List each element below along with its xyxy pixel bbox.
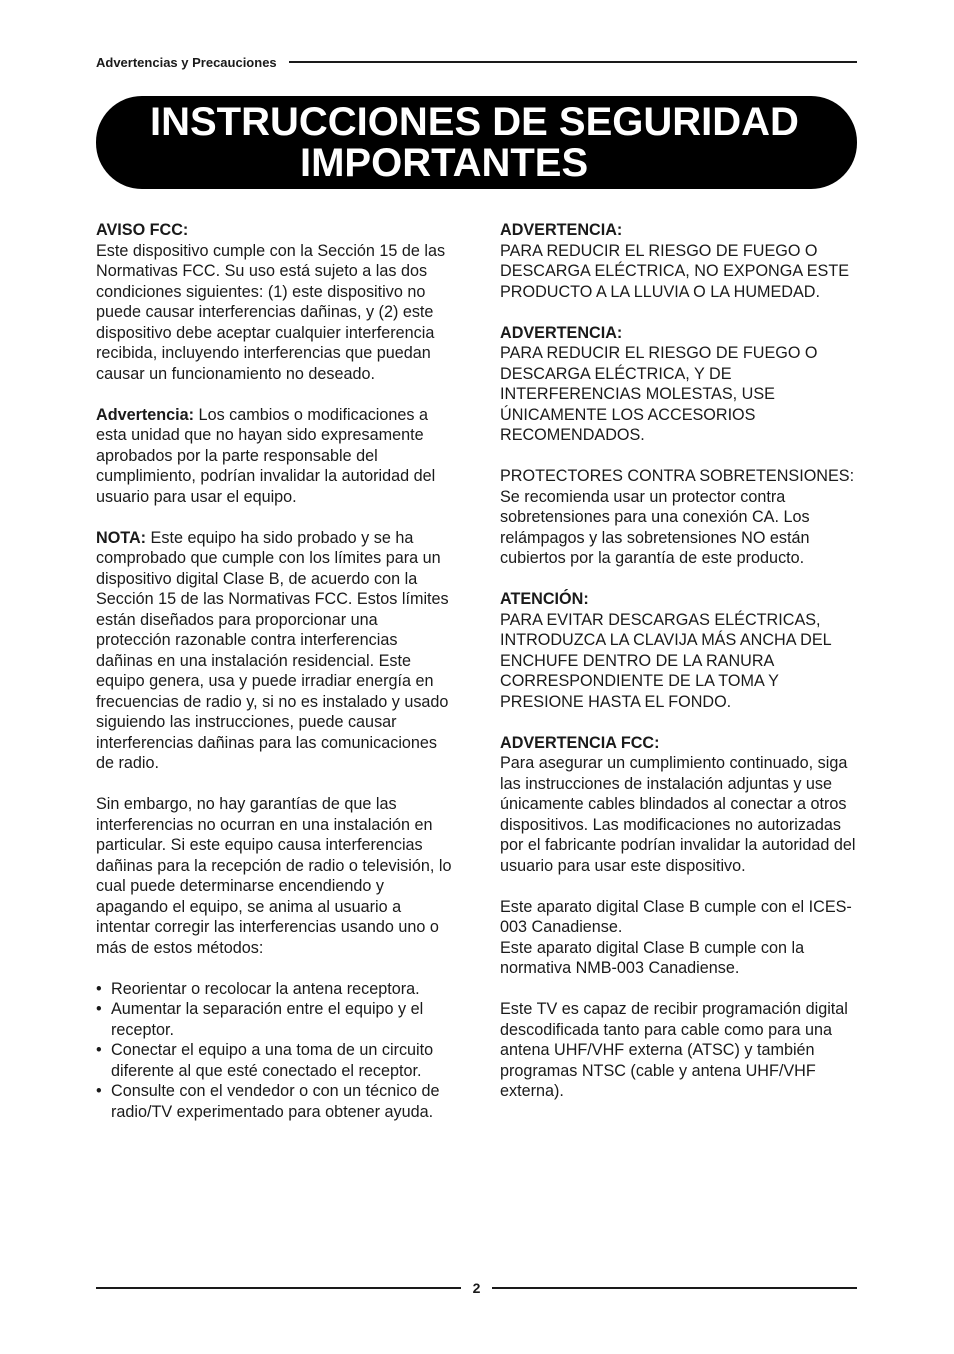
title-banner xyxy=(96,96,857,189)
accessory-warning-body: PARA REDUCIR EL RIESGO DE FUEGO O DESCARGA ELÉCTRICA, Y DE INTERFERENCIAS MOLESTAS, USE ÚNICAMENTE LOS ACCESORIOS RECOMENDADOS. xyxy=(500,344,818,444)
accessory-warning-title: ADVERTENCIA: xyxy=(500,323,623,342)
modification-warning-label: Advertencia: xyxy=(96,405,195,424)
class-b-note-label: NOTA: xyxy=(96,528,147,547)
list-item xyxy=(96,1081,456,1122)
interference-paragraph: Sin embargo, no hay garantías de que las interferencias no ocurran en una instalación en particular. Si este equipo causa interferencias dañinas para la recepción de radio o televisión, lo cual puede determinarse encendiendo y apagando el equipo, se anima al usuario a intentar corregir las interferencias usando uno o más de estos métodos: xyxy=(96,795,452,957)
class-b-note xyxy=(96,528,456,774)
surge-protector-body: Se recomienda usar un protector contra sobretensiones para una conexión CA. Los relámpagos y las sobretensiones NO están cubiertos por la garantía de este producto. xyxy=(500,487,810,567)
banner-title-line2: IMPORTANTES xyxy=(300,141,589,185)
bullet-marker: • xyxy=(96,1082,102,1100)
footer-rule-left xyxy=(96,1287,461,1289)
surge-protector-title: PROTECTORES CONTRA SOBRETENSIONES: xyxy=(500,467,855,485)
list-item-text: Consulte con el vendedor o con un técnico de radio/TV experimentado para obtener ayuda. xyxy=(111,1082,440,1121)
plug-caution-body: PARA EVITAR DESCARGAS ELÉCTRICAS, INTRODUZCA LA CLAVIJA MÁS ANCHA DEL ENCHUFE DENTRO DE LA RANURA CORRESPONDIENTE DE LA TOMA Y PRESIONE HASTA EL FONDO. xyxy=(500,610,832,711)
bullet-marker: • xyxy=(96,979,102,998)
fcc-notice xyxy=(96,220,456,384)
canada-compliance xyxy=(500,897,860,979)
list-item-text: Reorientar o recolocar la antena receptora. xyxy=(111,979,420,998)
plug-caution xyxy=(500,589,860,712)
bullet-marker: • xyxy=(96,1041,102,1059)
accessory-warning xyxy=(500,323,860,446)
page-footer xyxy=(96,1278,857,1298)
fcc-warning-body: Para asegurar un cumplimiento continuado, siga las instrucciones de instalación adjuntas y use únicamente cables blindados al conectar a otros dispositivos. Las modificaciones no autorizadas por el fabricante podrían invalidar la autoridad del usuario para usar este dispositivo. xyxy=(500,754,856,875)
page-number: 2 xyxy=(472,1280,481,1296)
nmb-statement: Este aparato digital Clase B cumple con la normativa NMB-003 Canadiense. xyxy=(500,938,805,977)
fcc-warning xyxy=(500,733,860,877)
banner-title-line1: INSTRUCCIONES DE SEGURIDAD xyxy=(150,100,799,144)
surge-protector-section xyxy=(500,466,860,569)
tv-reception-note: Este TV es capaz de recibir programación digital descodificada tanto para cable como para una antena UHF/VHF externa (ATSC) y también programas NTSC (cable y antena UHF/VHF externa). xyxy=(500,1000,848,1100)
fcc-notice-title: AVISO FCC: xyxy=(96,221,189,239)
list-item xyxy=(96,1040,456,1081)
fcc-warning-title: ADVERTENCIA FCC: xyxy=(500,733,660,752)
footer-rule-right xyxy=(492,1287,857,1289)
section-title: Advertencias y Precauciones xyxy=(96,54,277,70)
header-rule xyxy=(289,61,857,63)
fcc-notice-body: Este dispositivo cumple con la Sección 15 de las Normativas FCC. Su uso está sujeto a las dos condiciones siguientes: (1) este dispositivo no puede causar interferencias dañinas, y (2) este dispositivo debe aceptar cualquier interferencia recibida, incluyendo interferencias que puedan causar un funcionamiento no deseado. xyxy=(96,241,446,383)
page-header xyxy=(96,52,857,72)
ices-statement: Este aparato digital Clase B cumple con el ICES-003 Canadiense. xyxy=(500,897,852,936)
modification-warning xyxy=(96,405,456,508)
class-b-note-body: Este equipo ha sido probado y se ha comprobado que cumple con los límites para un dispositivo digital Clase B, de acuerdo con la Sección 15 de las Normativas FCC. Estos límites están diseñados para proporcionar una protección razonable contra interferencias dañinas en una instalación residencial. Este equipo genera, usa y puede irradiar energía en frecuencias de radio y, si no es instalado y usado siguiendo las instrucciones, puede causar interferencias dañinas para las comunicaciones de radio. xyxy=(96,528,449,772)
rain-warning xyxy=(500,220,860,302)
rain-warning-body: PARA REDUCIR EL RIESGO DE FUEGO O DESCARGA ELÉCTRICA, NO EXPONGA ESTE PRODUCTO A LA LLUVIA O LA HUMEDAD. xyxy=(500,241,850,301)
right-column xyxy=(500,220,860,1122)
list-item-text: Aumentar la separación entre el equipo y el receptor. xyxy=(111,1000,424,1039)
list-item-text: Conectar el equipo a una toma de un circuito diferente al que esté conectado el receptor. xyxy=(111,1041,434,1080)
list-item xyxy=(96,979,456,1000)
left-column xyxy=(96,220,456,1122)
remedy-list xyxy=(96,979,456,1123)
rain-warning-title: ADVERTENCIA: xyxy=(500,221,623,239)
modification-warning-body: Los cambios o modificaciones a esta unidad que no hayan sido expresamente aprobados por la parte responsable del cumplimiento, podrían invalidar la autoridad del usuario para usar el equipo. xyxy=(96,405,436,506)
plug-caution-title: ATENCIÓN: xyxy=(500,590,589,608)
list-item xyxy=(96,999,456,1040)
bullet-marker: • xyxy=(96,1000,102,1018)
